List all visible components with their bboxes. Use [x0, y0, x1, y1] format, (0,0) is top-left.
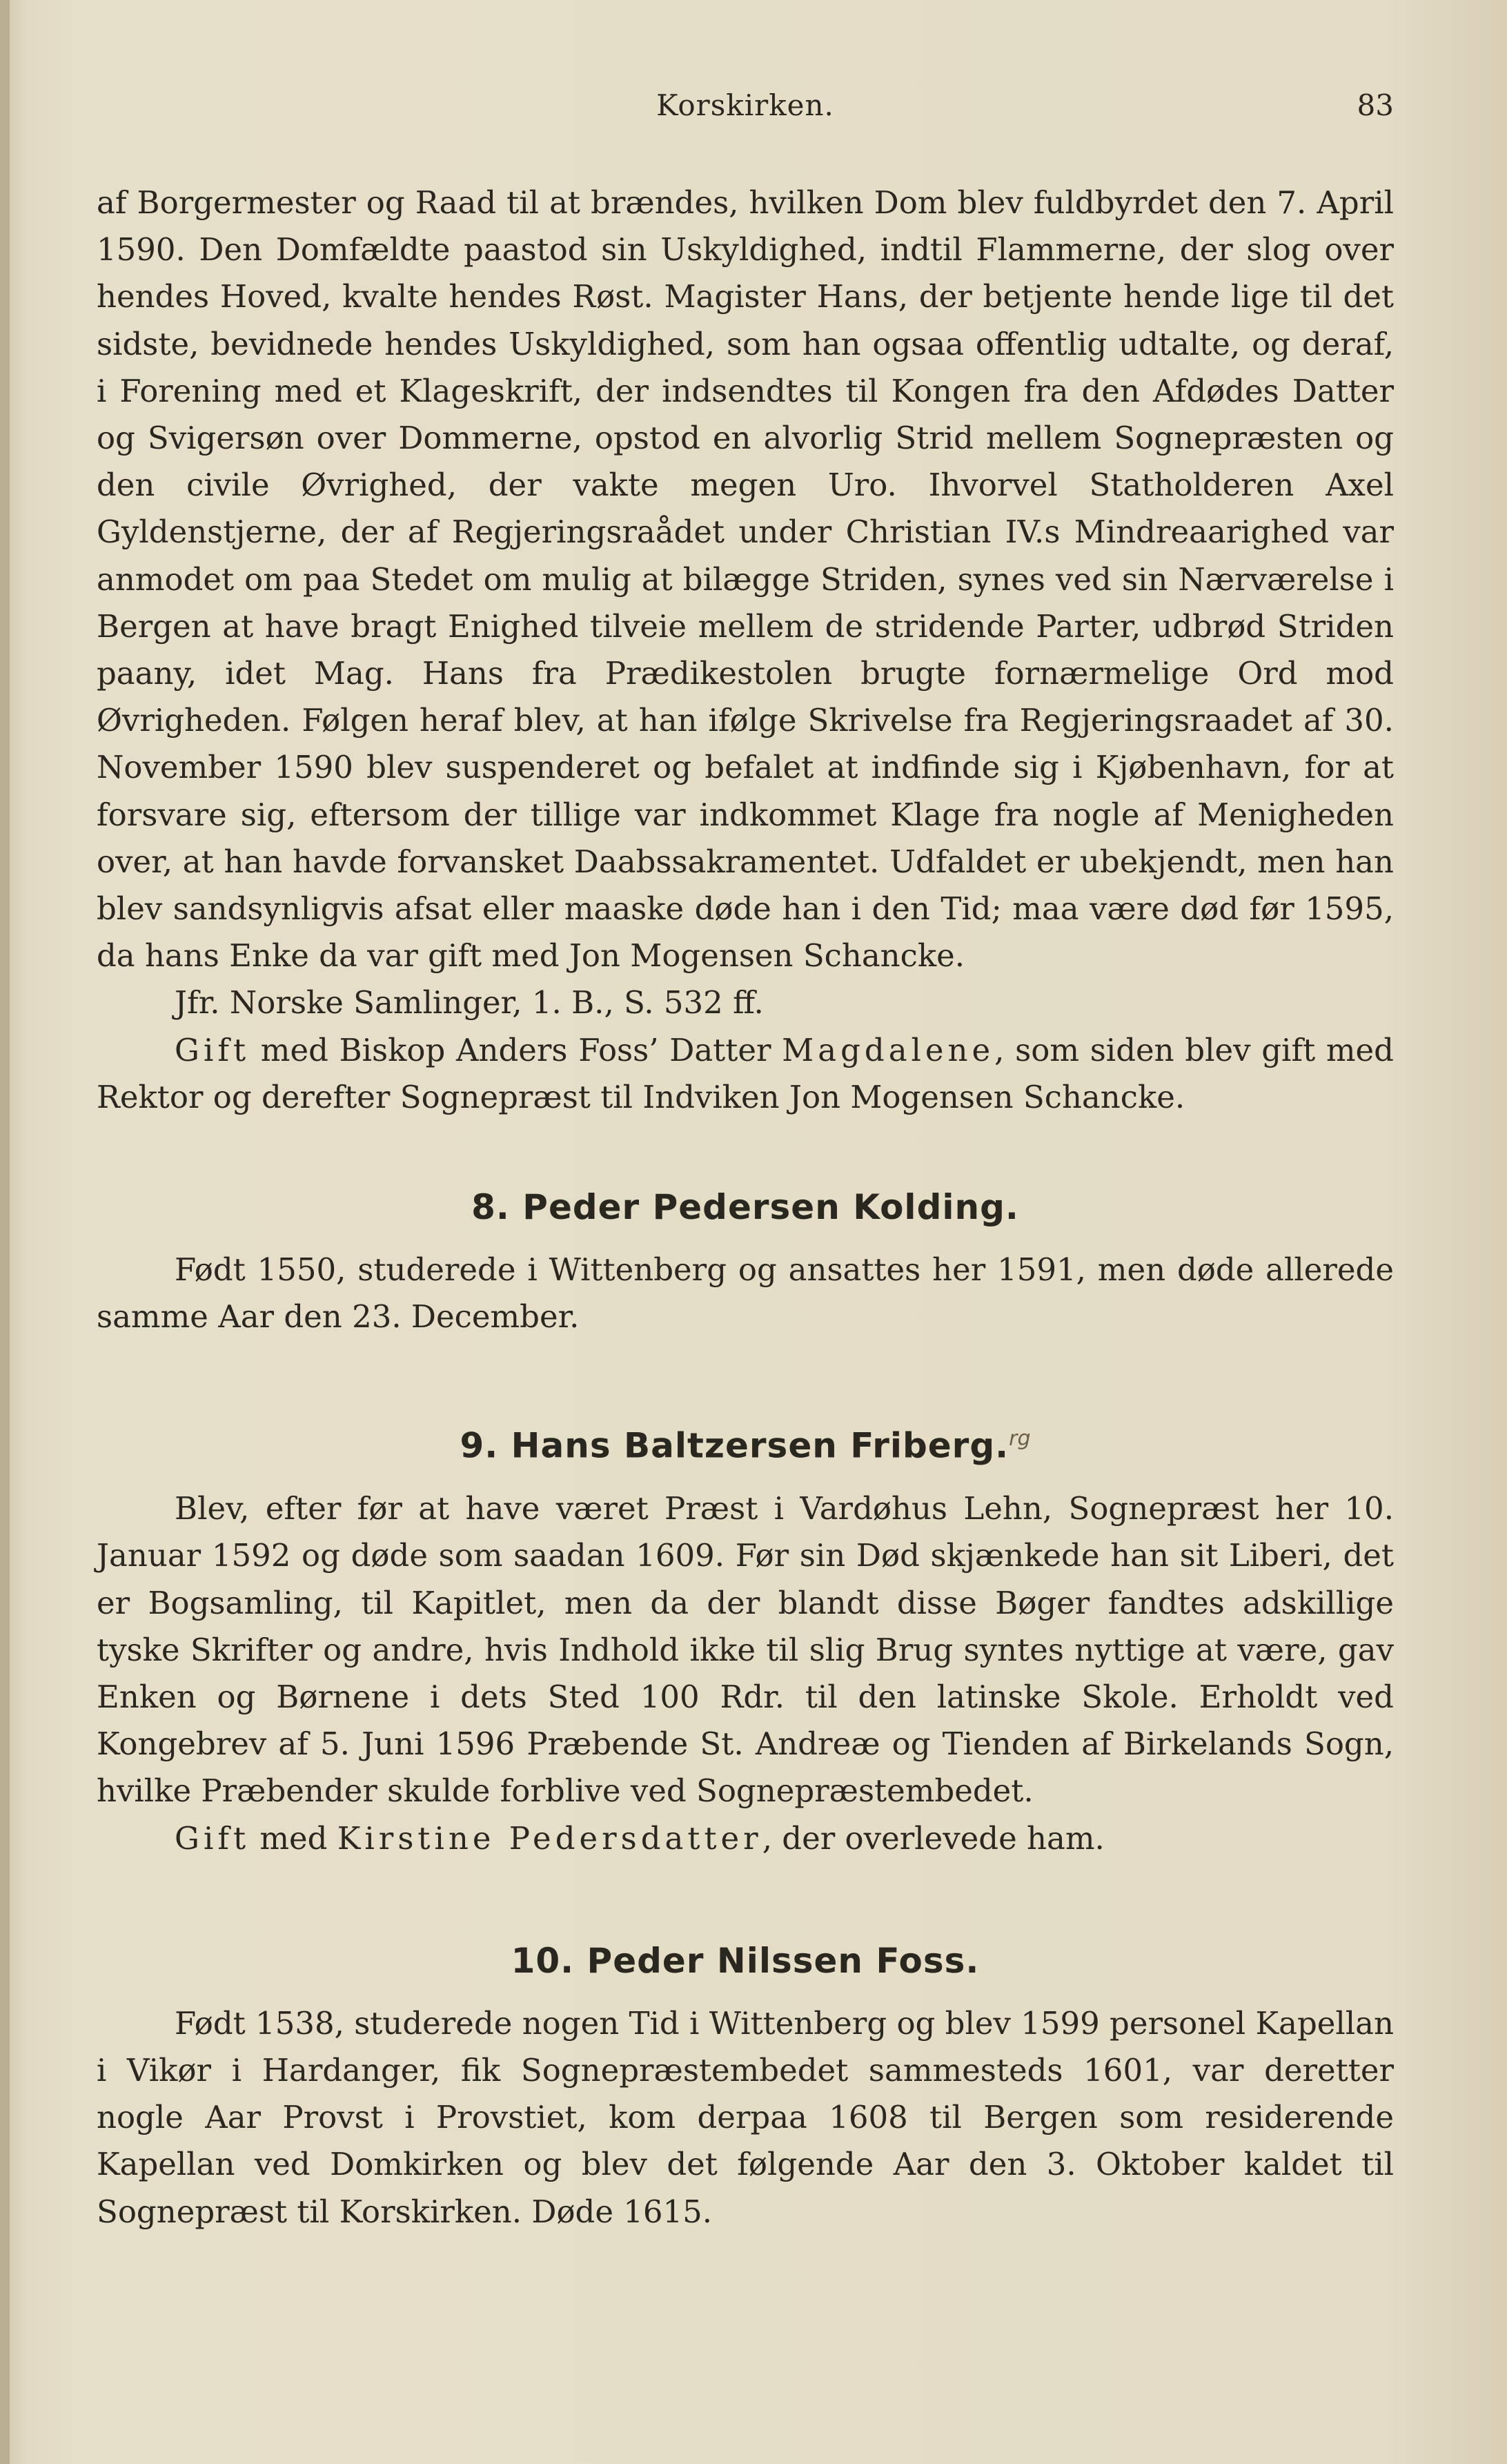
marriage-note: [97, 1027, 1394, 1121]
section-9-title: 9. Hans Baltzersen Friberg.: [460, 1426, 1009, 1467]
section-10-paragraph: Født 1538, studerede nogen Tid i Wittenberg og blev 1599 personel Kapellan i Vikør i Hardanger, fik Sognepræstembedet sammesteds 1601, var deretter nogle Aar Provst i Provstiet, kom derpaa 1608 til Bergen som residerende Kapellan ved Domkirken og blev det følgende Aar den 3. Oktober kaldet til Sognepræst til Korskirken. Døde 1615.: [97, 2004, 1394, 2230]
reference-line: Jfr. Norske Samlinger, 1. B., S. 532 ff.: [175, 984, 764, 1021]
section-9-marriage-note: [97, 1815, 1394, 1862]
spouse-name: Kirstine Pedersdatter: [337, 1819, 762, 1857]
spouse-name: Magdalene: [782, 1031, 995, 1068]
marriage-label: Gift: [175, 1819, 250, 1857]
page-binding-edge: [0, 0, 10, 2464]
section-9-paragraph: Blev, efter før at have været Præst i Vardøhus Lehn, Sognepræst her 10. Januar 1592 og døde som saadan 1609. Før sin Død skjænkede han sit Liberi, det er Bogsamling, til Kapitlet, men da der blandt disse Bøger fandtes adskillige tyske Skrifter og andre, hvis Indhold ikke til slig Brug syntes nyttige at være, gav Enken og Børnene i dets Sted 100 Rdr. til den latinske Skole. Erholdt ved Kongebrev af 5. Juni 1596 Præbende St. Andreæ og Tienden af Birkelands Sogn, hvilke Præbender skulde forblive ved Sognepræstembedet.: [97, 1490, 1394, 1810]
marriage-rest: , som siden blev gift med Rektor og derefter Sognepræst til Indviken Jon Mogensen Schancke.: [97, 1031, 1394, 1115]
marriage-rest: , der overlevede ham.: [762, 1819, 1105, 1857]
handwritten-annotation: rg: [1009, 1427, 1031, 1451]
page-number: 83: [1357, 88, 1394, 122]
section-8-paragraph: Født 1550, studerede i Wittenberg og ansattes her 1591, men døde allerede samme Aar den 23. December.: [97, 1251, 1394, 1336]
marriage-text: med: [250, 1819, 337, 1857]
section-10-heading: 10. Peder Nilssen Foss.: [511, 1940, 980, 1981]
section-8-heading: 8. Peder Pedersen Kolding.: [471, 1187, 1019, 1228]
running-title: Korskirken.: [656, 88, 834, 122]
intro-paragraph: af Borgermester og Raad til at brændes, hvilken Dom blev fuldbyrdet den 7. April 1590. Den Domfældte paastod sin Uskyldighed, indtil Flammerne, der slog over hendes Hoved, kvalte hendes Røst. Magister Hans, der betjente hende lige til det sidste, bevidnede hendes Uskyldighed, som han ogsaa offentlig udtalte, og deraf, i Forening med et Klageskrift, der indsendtes til Kongen fra den Afdødes Datter og Svigersøn over Dommerne, opstod en alvorlig Strid mellem Sognepræsten og den civile Øvrighed, der vakte megen Uro. Ihvorvel Statholderen Axel Gyldenstjerne, der af Regjeringsraådet under Christian IV.s Mindreaarighed var anmodet om paa Stedet om mulig at bilægge Striden, synes ved sin Nærværelse i Bergen at have bragt Enighed tilveie mellem de stridende Parter, udbrød Striden paany, idet Mag. Hans fra Prædikestolen brugte fornærmelige Ord mod Øvrigheden. Følgen heraf blev, at han ifølge Skrivelse fra Regjeringsraadet af 30. November 1590 blev suspenderet og befalet at indfinde sig i Kjøbenhavn, for at forsvare sig, eftersom der tillige var indkommet Klage fra nogle af Menigheden over, at han havde forvansket Daabssakramentet. Udfaldet er ubekjendt, men han blev sandsynligvis afsat eller maaske døde han i den Tid; maa være død før 1595, da hans Enke da var gift med Jon Mogensen Schancke.: [97, 184, 1394, 975]
page-content: [97, 179, 1394, 2236]
marriage-label: Gift: [175, 1031, 250, 1068]
section-9-heading: [97, 1415, 1394, 1470]
page-header: [97, 88, 1394, 137]
marriage-text: med Biskop Anders Foss’ Datter: [250, 1031, 782, 1068]
